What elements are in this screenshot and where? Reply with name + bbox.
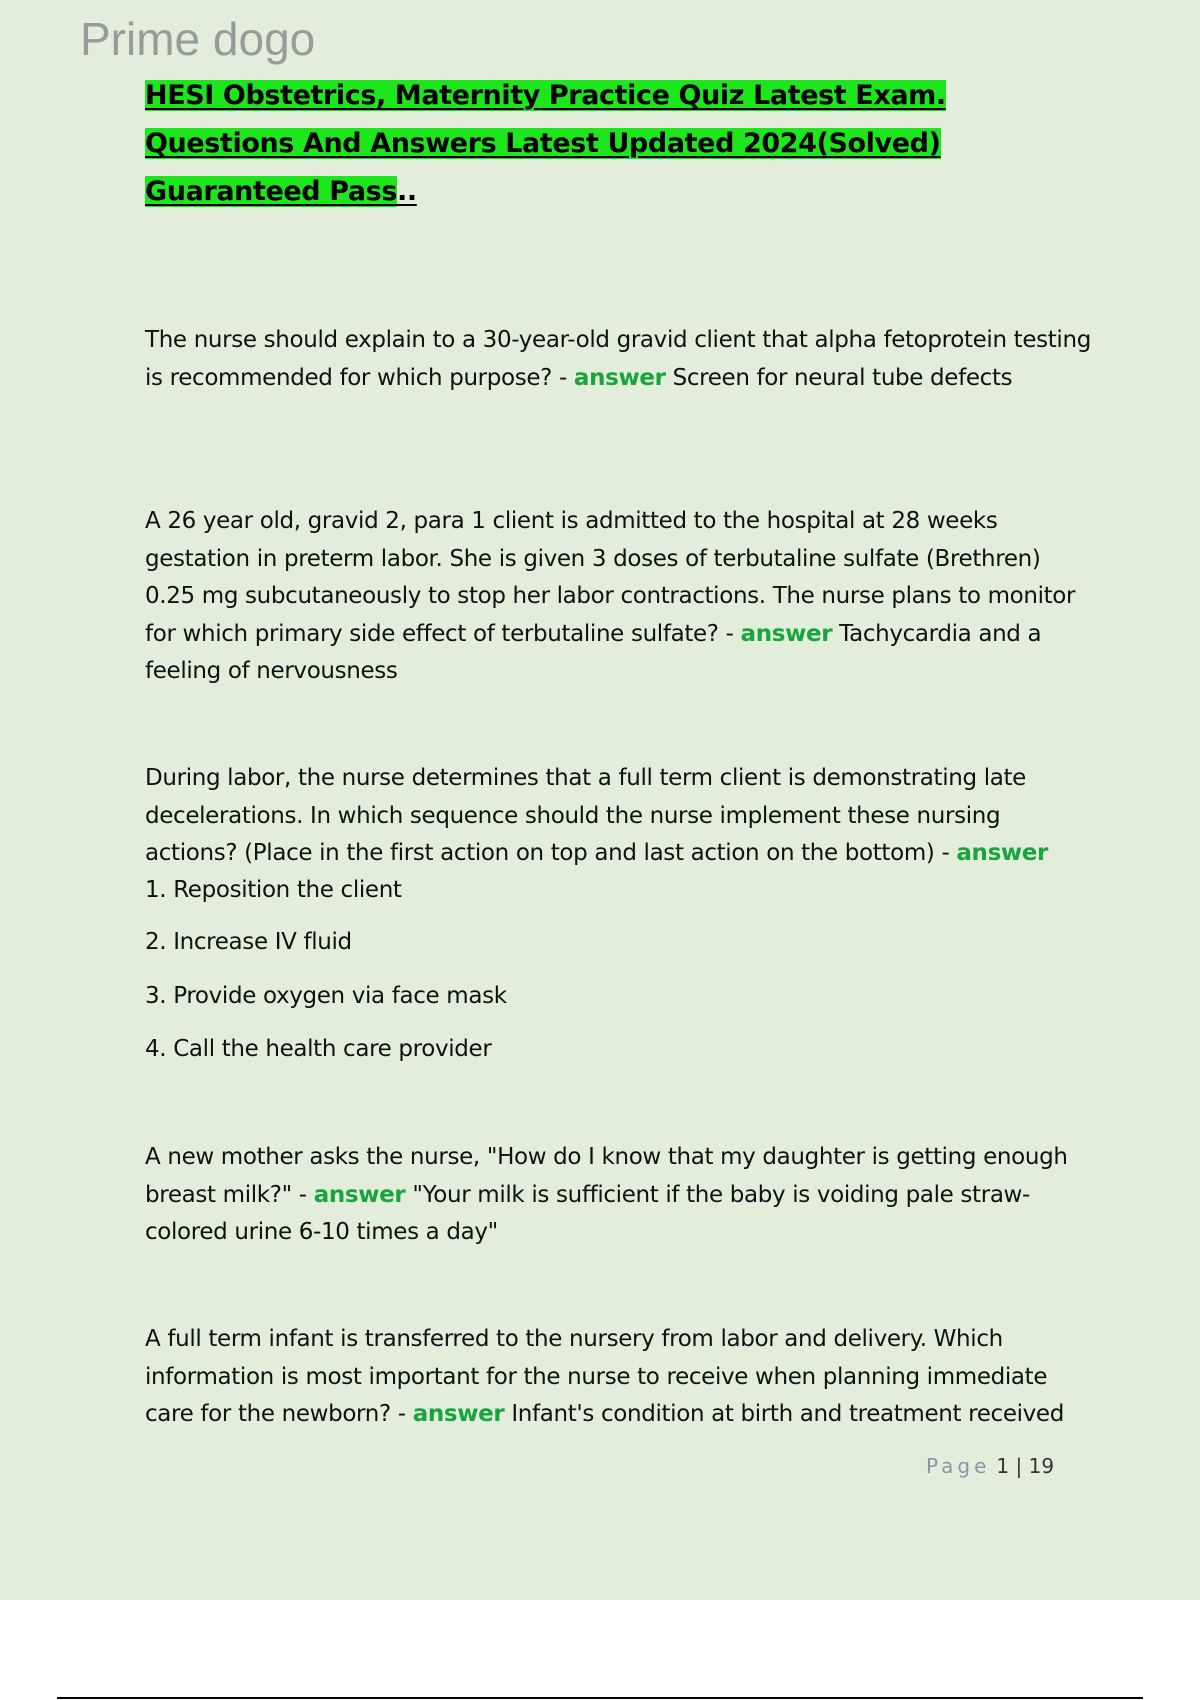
question-block-1	[145, 322, 1095, 397]
title-line-1: HESI Obstetrics, Maternity Practice Quiz Latest Exam.	[145, 80, 946, 111]
question-text: The nurse should explain to a 30-year-old gravid client that alpha fetoprotein testing is recommended for which purpose? -	[145, 327, 1091, 391]
footer-divider	[57, 1697, 1143, 1699]
answer-text: "Your milk is sufficient if the baby is voiding pale straw-colored urine 6-10 times a day"	[145, 1181, 1030, 1245]
question-block-4	[145, 1139, 1095, 1252]
answer-step-3: 3. Provide oxygen via face mask	[145, 983, 507, 1009]
document-title	[145, 72, 1145, 216]
question-block-3	[145, 760, 1095, 873]
page-word: Page	[926, 1454, 991, 1478]
answer-text: Infant's condition at birth and treatment received	[504, 1401, 1064, 1427]
answer-label: answer	[740, 620, 833, 647]
answer-step-1: 1. Reposition the client	[145, 877, 402, 903]
page-number	[926, 1454, 1054, 1478]
title-line-3-tail: ..	[397, 176, 417, 207]
question-text: A full term infant is transferred to the nursery from labor and delivery. Which information is most important for the nurse to receive when planning immediate care for the newborn? -	[145, 1326, 1048, 1427]
answer-label: answer	[573, 364, 666, 391]
answer-step-2: 2. Increase IV fluid	[145, 929, 352, 955]
question-text: During labor, the nurse determines that a full term client is demonstrating late decelerations. In which sequence should the nurse implement these nursing actions? (Place in the first action on top and last action on the bottom) -	[145, 765, 1026, 866]
answer-label: answer	[313, 1181, 406, 1208]
question-text: A new mother asks the nurse, "How do I know that my daughter is getting enough breast milk?" -	[145, 1144, 1068, 1208]
page-count: 1 | 19	[996, 1454, 1055, 1478]
question-block-2	[145, 503, 1095, 691]
title-line-3: Guaranteed Pass	[145, 176, 398, 207]
question-block-5	[145, 1321, 1095, 1434]
answer-label: answer	[412, 1401, 505, 1427]
answer-label: answer	[956, 840, 1049, 866]
answer-text: Tachycardia and a feeling of nervousness	[145, 620, 1042, 684]
answer-text: Screen for neural tube defects	[665, 364, 1013, 391]
brand-watermark: Prime dogo	[80, 13, 316, 65]
title-line-2: Questions And Answers Latest Updated 2024(Solved)	[145, 128, 941, 159]
answer-step-4: 4. Call the health care provider	[145, 1036, 492, 1062]
question-text: A 26 year old, gravid 2, para 1 client is admitted to the hospital at 28 weeks gestation in preterm labor. She is given 3 doses of terbutaline sulfate (Brethren) 0.25 mg subcutaneously to stop her labor contractions. The nurse plans to monitor for which primary side effect of terbutaline sulfate? -	[145, 508, 1076, 647]
